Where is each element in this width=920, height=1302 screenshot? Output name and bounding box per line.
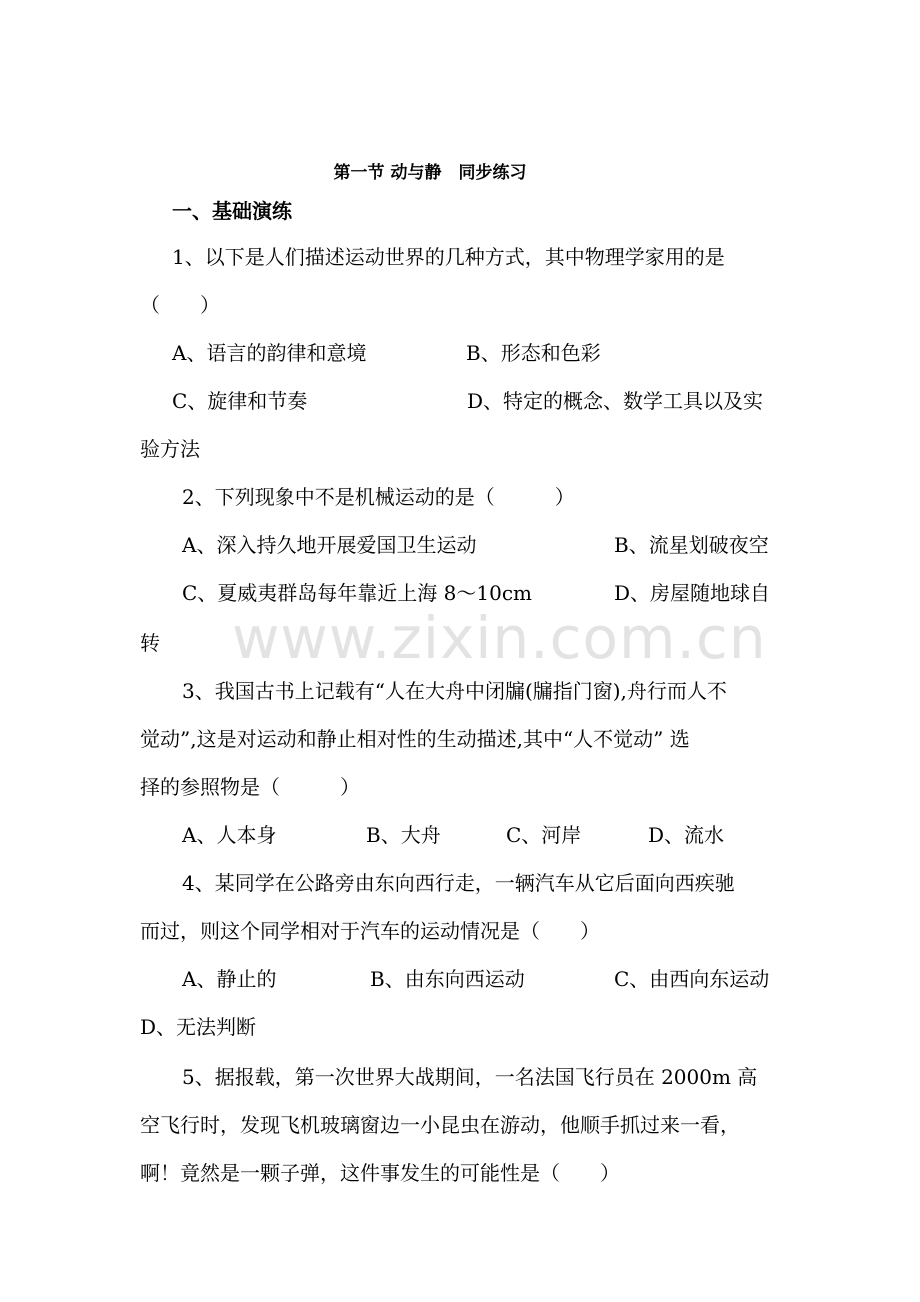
question-2-option-d-continued: 转: [140, 631, 160, 655]
question-1-option-a: A、语言的韵律和意境: [172, 341, 367, 365]
section-heading-basic: 一、基础演练: [172, 199, 292, 223]
question-2-options-row-1: [0, 532, 920, 558]
question-3-stem-line-3: 择的参照物是（ ）: [140, 775, 360, 799]
question-4-option-b: B、由东向西运动: [370, 967, 525, 991]
question-2-stem: 2、下列现象中不是机械运动的是（ ）: [182, 485, 575, 509]
page-title: 第一节 动与静 同步练习: [333, 163, 527, 183]
question-4-stem-line-1: 4、某同学在公路旁由东向西行走，一辆汽车从它后面向西疾驰: [182, 871, 735, 895]
question-1-option-d-continued: 验方法: [140, 437, 200, 461]
question-1-option-b: B、形态和色彩: [466, 341, 601, 365]
question-4-option-a: A、静止的: [182, 967, 277, 991]
question-1-stem-line-1: 1、以下是人们描述运动世界的几种方式，其中物理学家用的是: [172, 245, 725, 269]
question-2-option-d: D、房屋随地球自: [614, 581, 771, 605]
question-1-stem-line-2: （ ）: [140, 293, 220, 317]
question-4-stem-line-2: 而过，则这个同学相对于汽车的运动情况是（ ）: [140, 919, 600, 943]
question-5-stem-line-1: 5、据报载，第一次世界大战期间，一名法国飞行员在 2000m 高: [182, 1065, 758, 1089]
question-5-stem-line-2: 空飞行时，发现飞机玻璃窗边一小昆虫在游动，他顺手抓过来一看，: [140, 1113, 740, 1137]
question-2-option-c: C、夏威夷群岛每年靠近上海 8～10cm: [182, 581, 532, 605]
question-1-option-c: C、旋律和节奏: [172, 389, 308, 413]
question-4-options-row: [0, 966, 920, 992]
question-3-option-c: C、河岸: [506, 823, 582, 847]
question-1-option-d: D、特定的概念、数学工具以及实: [467, 389, 764, 413]
question-3-stem-line-1: 3、我国古书上记载有“人在大舟中闭牖(牖指门窗),舟行而人不: [182, 679, 727, 703]
question-2-option-a: A、深入持久地开展爱国卫生运动: [182, 533, 477, 557]
question-1-options-row-1: [0, 340, 920, 366]
question-2-option-b: B、流星划破夜空: [614, 533, 769, 557]
question-3-options-row: [0, 822, 920, 848]
question-3-stem-line-2: 觉动”,这是对运动和静止相对性的生动描述,其中“人不觉动” 选: [140, 727, 690, 751]
site-watermark: www.zixin.com.cn: [232, 604, 767, 672]
question-2-options-row-2: [0, 580, 920, 606]
question-3-option-d: D、流水: [648, 823, 725, 847]
question-5-stem-line-3: 啊！竟然是一颗子弹，这件事发生的可能性是（ ）: [140, 1161, 620, 1185]
question-4-option-d: D、无法判断: [140, 1015, 257, 1039]
question-3-option-b: B、大舟: [366, 823, 441, 847]
question-4-option-c: C、由西向东运动: [614, 967, 770, 991]
question-3-option-a: A、人本身: [182, 823, 277, 847]
question-1-options-row-2: [0, 388, 920, 414]
